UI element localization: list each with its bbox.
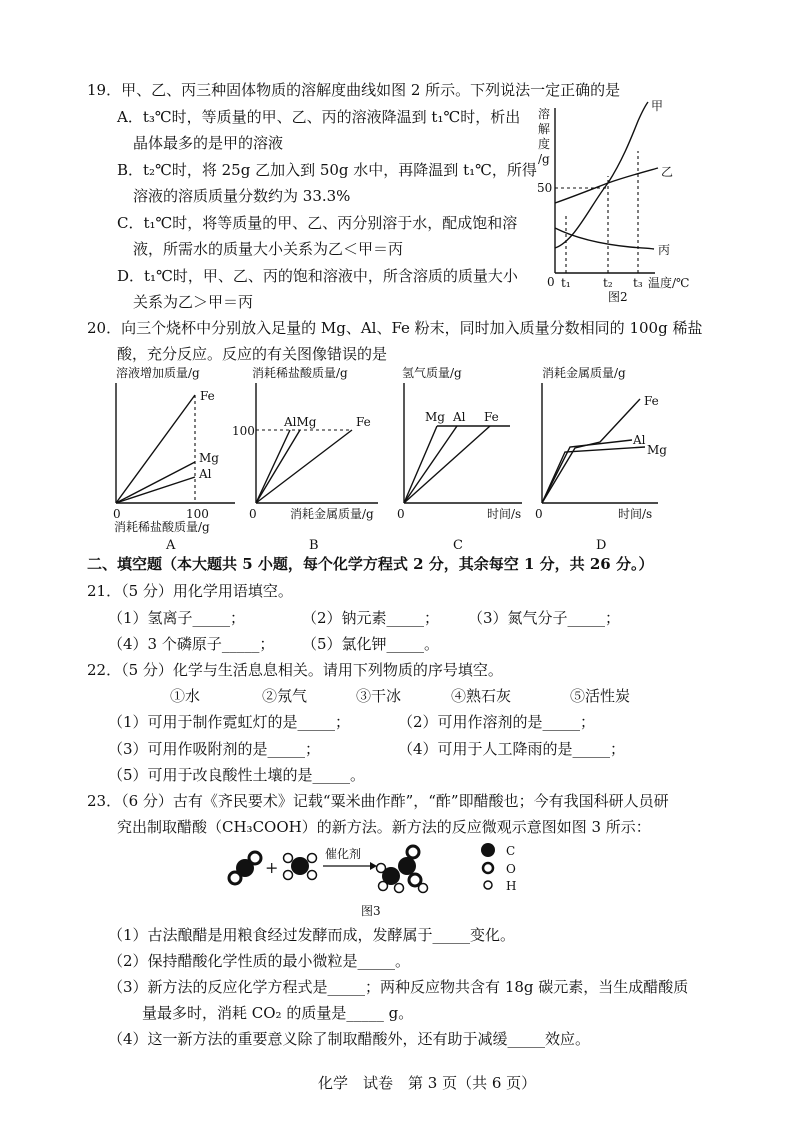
graph-c-letter: C	[453, 538, 463, 553]
graph-b-line-al	[256, 430, 290, 503]
graph-a-line-al	[116, 477, 195, 503]
q22-item4: （4）可用于人工降雨的是_____；	[398, 740, 626, 758]
q23-item1: （1）古法酿醋是用粮食经过发酵而成，发酵属于_____变化。	[108, 926, 516, 944]
fig2-label-yi: 乙	[661, 165, 674, 179]
q23-item2: （2）保持醋酸化学性质的最小微粒是_____。	[108, 952, 411, 970]
graph-b-line-mg	[256, 430, 300, 503]
q19-option-d-line1: D．t₁℃时，甲、乙、丙的饱和溶液中，所含溶质的质量大小	[117, 267, 518, 285]
graph-c-line-mg	[404, 426, 437, 503]
q19-option-a-line1: A．t₃℃时，等质量的甲、乙、丙的溶液降温到 t₁℃时，析出	[117, 108, 521, 126]
fig2-label-bing: 丙	[658, 243, 671, 257]
q19-option-c-line1: C．t₁℃时，将等质量的甲、乙、丙分别溶于水，配成饱和溶	[117, 214, 518, 232]
legend-label-o: O	[506, 862, 516, 876]
fig3-plus: +	[265, 858, 279, 877]
graph-a-xlabel: 消耗稀盐酸质量/g	[114, 520, 210, 534]
graph-d-line-mg	[542, 447, 645, 503]
graph-b-label-fe: Fe	[356, 415, 371, 429]
q19-stem: 19．甲、乙、丙三种固体物质的溶解度曲线如图 2 所示。下列说法一定正确的是	[87, 81, 621, 99]
graph-c-label-mg: Mg	[425, 410, 445, 424]
q21-item2: （2）钠元素_____；	[302, 609, 440, 627]
legend-label-c: C	[506, 844, 516, 858]
fig2-ylabel-1: 溶	[538, 107, 551, 121]
q22-item5: （5）可用于改良酸性土壤的是_____。	[108, 766, 366, 784]
q19-option-b-line1: B．t₂℃时，将 25g 乙加入到 50g 水中，再降温到 t₁℃，所得	[117, 161, 537, 179]
fig2-curve-bing	[555, 228, 654, 249]
q20-graph-c	[392, 365, 527, 555]
q23-item4: （4）这一新方法的重要意义除了制取醋酸外，还有助于减缓_____效应。	[108, 1030, 591, 1048]
fig2-ylabel-2: 解	[538, 122, 551, 136]
reactant-ch4-molecule	[284, 854, 317, 880]
graph-c-label-fe: Fe	[484, 410, 499, 424]
fig2-label-jia: 甲	[651, 99, 664, 113]
graph-a-letter: A	[166, 538, 176, 553]
graph-a-line-fe	[116, 395, 195, 503]
fig2-tick-50: 50	[537, 181, 553, 195]
fig2-tick-t2: t₂	[603, 276, 613, 290]
q22-option2: ②氖气	[262, 687, 308, 705]
q20-stem-line1: 20．向三个烧杯中分别放入足量的 Mg、Al、Fe 粉末，同时加入质量分数相同的 100g 稀盐	[87, 319, 703, 337]
fig3-legend	[481, 843, 516, 893]
figure2-solubility-chart	[530, 96, 700, 311]
graph-d-origin: 0	[535, 507, 543, 521]
q19-option-d-line2: 关系为乙＞甲＝丙	[133, 293, 254, 311]
legend-hydrogen-atom	[484, 881, 492, 889]
graph-a-label-mg: Mg	[199, 451, 219, 465]
graph-c-ylabel: 氢气质量/g	[402, 366, 462, 380]
fig3-catalyst: 催化剂	[325, 847, 362, 861]
graph-d-label-al: Al	[633, 433, 646, 447]
q22-option3: ③干冰	[356, 687, 402, 705]
q22-option1: ①水	[170, 687, 201, 705]
q20-graph-b	[232, 365, 382, 555]
q20-graph-d	[530, 365, 680, 555]
q23-stem-line1: 23．（6 分）古有《齐民要术》记载“粟米曲作酢”，“酢”即醋酸也；今有我国科研人员研	[87, 792, 669, 810]
figure3-reaction-diagram	[215, 838, 535, 920]
graph-c-origin: 0	[397, 507, 405, 521]
legend-carbon-atom	[481, 843, 495, 857]
q22-option4: ④熟石灰	[451, 687, 512, 705]
legend-oxygen-atom	[483, 863, 493, 873]
q22-item2: （2）可用作溶剂的是_____；	[398, 713, 596, 731]
graph-c-label-al: Al	[453, 410, 466, 424]
q22-item3: （3）可用作吸附剂的是_____；	[108, 740, 321, 758]
graph-d-label-mg: Mg	[647, 443, 667, 457]
graph-a-origin: 0	[113, 507, 121, 521]
fig2-ylabel-3: 度	[538, 137, 551, 151]
fig2-tick-t3: t₃	[633, 276, 643, 290]
graph-b-origin: 0	[249, 507, 257, 521]
fig3-caption: 图3	[361, 904, 381, 918]
q20-stem-line2: 酸，充分反应。反应的有关图像错误的是	[117, 345, 388, 363]
graph-c-line-fe	[404, 426, 490, 503]
q21-item3: （3）氮气分子_____；	[468, 609, 621, 627]
graph-c-line-al	[404, 426, 457, 503]
graph-a-line-mg	[116, 462, 195, 503]
graph-a-label-fe: Fe	[200, 389, 215, 403]
fig2-ylabel-4: /g	[538, 152, 550, 166]
graph-d-ylabel: 消耗金属质量/g	[542, 366, 626, 380]
graph-a-label-al: Al	[199, 467, 212, 481]
product-acetic-acid-molecule	[377, 846, 428, 893]
q19-option-b-line2: 溶液的溶质质量分数约为 33.3%	[133, 187, 351, 205]
q23-item3-line1: （3）新方法的反应化学方程式是_____；两种反应物共含有 18g 碳元素，当生成醋酸质	[108, 978, 689, 996]
q23-stem-line2: 究出制取醋酸（CH₃COOH）的新方法。新方法的反应微观示意图如图 3 所示：	[117, 818, 651, 836]
fig2-origin: 0	[547, 275, 555, 289]
q23-item3-line2: 量最多时，消耗 CO₂ 的质量是_____ g。	[142, 1004, 414, 1022]
q21-item4: （4）3 个磷原子_____；	[108, 635, 275, 653]
graph-b-ylabel: 消耗稀盐酸质量/g	[252, 366, 348, 380]
q19-option-c-line2: 液，所需水的质量大小关系为乙＜甲＝丙	[133, 240, 404, 258]
reactant-co2-molecule	[229, 852, 261, 884]
page-footer: 化学 试卷 第 3 页（共 6 页）	[318, 1074, 537, 1092]
graph-b-line-fe	[256, 430, 352, 503]
graph-d-letter: D	[596, 538, 607, 553]
graph-b-xlabel: 消耗金属质量/g	[290, 507, 374, 521]
q22-item1: （1）可用于制作霓虹灯的是_____；	[108, 713, 351, 731]
fig2-tick-t1: t₁	[561, 276, 571, 290]
legend-label-h: H	[506, 879, 517, 893]
q20-graph-a	[110, 365, 240, 555]
q21-stem: 21．（5 分）用化学用语填空。	[87, 582, 293, 600]
q19-option-a-line2: 晶体最多的是甲的溶液	[133, 134, 284, 152]
graph-a-ylabel: 溶液增加质量/g	[116, 366, 200, 380]
q21-item5: （5）氯化钾_____。	[302, 635, 440, 653]
graph-b-letter: B	[309, 538, 319, 553]
graph-d-label-fe: Fe	[644, 394, 659, 408]
graph-b-tick-100: 100	[232, 424, 255, 438]
fig2-xlabel: 温度/℃	[648, 276, 690, 290]
graph-b-label-almg: AlMg	[284, 415, 317, 429]
q22-option5: ⑤活性炭	[570, 687, 631, 705]
fig2-caption: 图2	[608, 290, 628, 304]
graph-c-xlabel: 时间/s	[487, 507, 522, 521]
graph-d-xlabel: 时间/s	[618, 507, 653, 521]
graph-a-tick-100: 100	[186, 507, 209, 521]
q21-item1: （1）氢离子_____；	[108, 609, 246, 627]
q22-stem: 22．（5 分）化学与生活息息相关。请用下列物质的序号填空。	[87, 661, 503, 679]
section2-heading: 二、填空题（本大题共 5 小题，每个化学方程式 2 分，其余每空 1 分，共 26 分。）	[87, 555, 654, 573]
